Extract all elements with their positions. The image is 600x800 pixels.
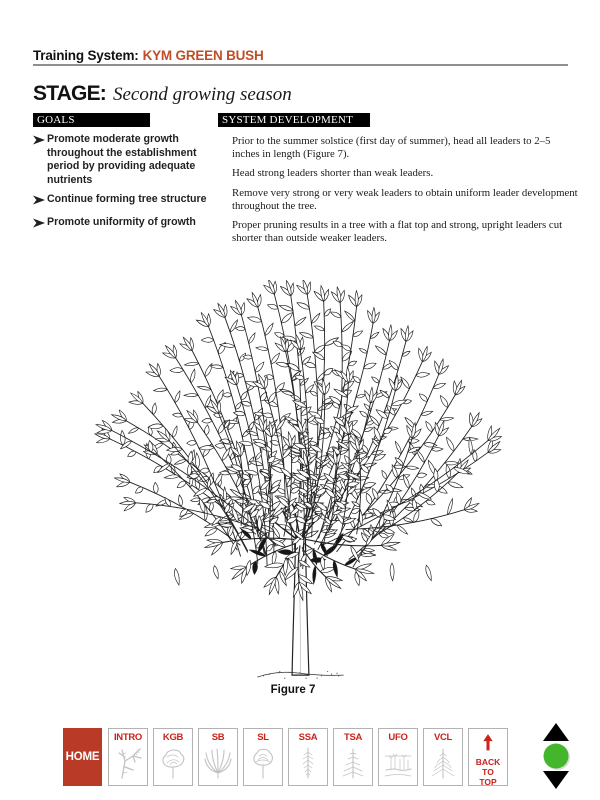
back-to-top-label: TO <box>482 767 494 777</box>
goals-list <box>33 133 209 238</box>
sd-text: Remove very strong or very weak leaders to obtain uniform leader development throughout the tree. <box>232 186 578 212</box>
arrow-bullet-icon <box>33 133 47 187</box>
conical-tree-sketch-icon <box>428 744 458 780</box>
goal-text: Promote moderate growth throughout the establishment period by providing adequate nutrients <box>47 133 197 186</box>
list-item <box>218 187 578 213</box>
goal-text: Promote uniformity of growth <box>47 215 196 228</box>
nav-button-label: UFO <box>388 732 408 743</box>
list-item <box>33 193 209 210</box>
nav-button-tsa[interactable] <box>333 728 373 786</box>
back-to-top-button[interactable] <box>468 728 508 786</box>
page-title <box>33 48 264 63</box>
system-development-list <box>218 135 578 251</box>
columnar-tree-sketch-icon <box>293 744 323 780</box>
nav-button-sb[interactable] <box>198 728 238 786</box>
square-bullet-icon <box>218 219 232 245</box>
nav-button-label: SL <box>257 732 269 743</box>
nav-button-vcl[interactable] <box>423 728 463 786</box>
horizontal-cordon-trellis-sketch-icon <box>383 744 413 780</box>
goal-text: Continue forming tree structure <box>47 193 207 205</box>
system-development-section-header: SYSTEM DEVELOPMENT <box>218 113 370 127</box>
stage-label: STAGE: <box>33 82 106 105</box>
list-item <box>218 219 578 245</box>
back-to-top-label: BACK <box>475 757 501 767</box>
list-item <box>33 133 209 187</box>
nav-button-ssa[interactable] <box>288 728 328 786</box>
arrow-bullet-icon <box>33 193 47 210</box>
goals-section-header: GOALS <box>33 113 150 127</box>
round-bush-tree-sketch-icon <box>158 744 188 780</box>
branch-graft-sketch-icon <box>113 744 143 780</box>
sparse-conical-tree-sketch-icon <box>338 744 368 780</box>
sd-text: Head strong leaders shorter than weak leaders. <box>232 167 434 180</box>
arrow-bullet-icon <box>33 216 47 233</box>
tree-figure-svg <box>92 280 506 686</box>
sd-text: Proper pruning results in a tree with a flat top and strong, upright leaders cut shorter than outside weaker leaders. <box>232 219 563 245</box>
scroll-down-arrow-icon[interactable] <box>543 771 569 789</box>
up-arrow-icon <box>478 732 498 752</box>
home-button-label: HOME <box>65 751 100 763</box>
header-divider <box>33 64 568 66</box>
nav-button-sl[interactable] <box>243 728 283 786</box>
nav-button-label: TSA <box>343 732 363 743</box>
nav-button-label: SSA <box>298 732 318 743</box>
scroll-up-arrow-icon[interactable] <box>543 723 569 741</box>
square-bullet-icon <box>218 167 232 180</box>
nav-button-ufo[interactable] <box>378 728 418 786</box>
back-to-top-label: TOP <box>479 777 497 787</box>
square-bullet-icon <box>218 135 232 161</box>
nav-button-label: KGB <box>162 732 184 743</box>
nav-button-intro[interactable] <box>108 728 148 786</box>
training-system-name: KYM GREEN BUSH <box>142 48 264 63</box>
list-item <box>218 167 578 180</box>
training-system-label: Training System: <box>33 48 139 63</box>
list-item <box>33 216 209 233</box>
nav-button-kgb[interactable] <box>153 728 193 786</box>
vase-shoots-tree-sketch-icon <box>203 744 233 780</box>
stage-heading <box>33 82 292 106</box>
square-bullet-icon <box>218 187 232 213</box>
figure-caption: Figure 7 <box>270 684 316 696</box>
nav-button-label: SB <box>211 732 225 743</box>
scroll-widget <box>542 723 570 789</box>
nav-button-label: VCL <box>433 732 453 743</box>
stage-value: Second growing season <box>112 84 292 105</box>
scroll-thumb[interactable] <box>544 744 569 769</box>
sd-text: Prior to the summer solstice (first day of summer), head all leaders to 2–5 inches in length (Figure 7). <box>232 135 551 161</box>
nav-button-label: INTRO <box>113 732 143 743</box>
home-button[interactable] <box>63 728 102 786</box>
list-item <box>218 135 578 161</box>
pruned-bush-tree-illustration <box>92 280 506 686</box>
round-crown-tree-sketch-icon <box>248 744 278 780</box>
